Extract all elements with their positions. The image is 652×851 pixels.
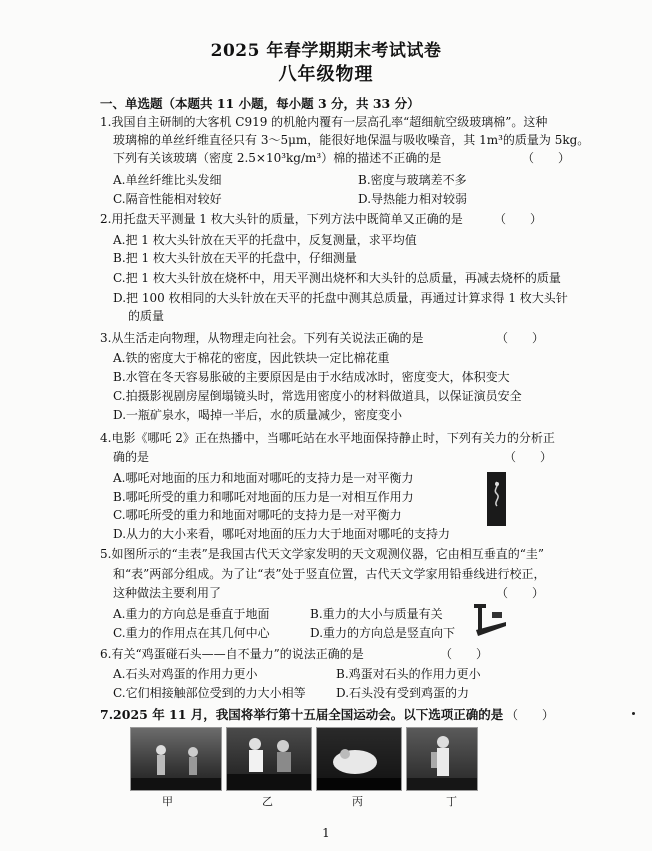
q7-photo-bing	[316, 727, 402, 791]
q2-option-c: C.把 1 枚大头针放在烧杯中，用天平测出烧杯和大头针的总质量，再减去烧杯的质量	[113, 271, 561, 285]
q4-option-d: D.从力的大小来看，哪吒对地面的压力大于地面对哪吒的支持力	[113, 527, 451, 541]
q6-option-a: A.石头对鸡蛋的作用力更小	[113, 667, 258, 681]
q1-stem-line-2: 玻璃棉的单丝纤维直径只有 3～5μm，能很好地保温与吸收噪音，其 1m³的质量为 5kg。	[113, 133, 590, 147]
q5-stem-line-2: 和“表”两部分组成。为了让“表”处于竖直位置，古代天文学家用铅垂线进行校正，	[113, 567, 546, 581]
q6-option-b: B.鸡蛋对石头的作用力更小	[336, 667, 481, 681]
q2-stem: 2.用托盘天平测量 1 枚大头针的质量，下列方法中既简单又正确的是	[100, 212, 463, 226]
q7-photo-ding	[406, 727, 478, 791]
q5-stem-line-1: 5.如图所示的“圭表”是我国古代天文学家发明的天文观测仪器，它由相互垂直的“圭”	[100, 547, 544, 561]
q6-stem: 6.有关“鸡蛋碰石头——自不量力”的说法正确的是	[100, 647, 364, 661]
q4-answer-paren: （ ）	[504, 450, 553, 464]
nezha-figure-image	[487, 472, 506, 526]
q4-option-c: C.哪吒所受的重力和地面对哪吒的支持力是一对平衡力	[113, 508, 402, 522]
q1-option-b: B.密度与玻璃差不多	[358, 173, 467, 187]
q7-photo-jia	[130, 727, 222, 791]
q6-answer-paren: （ ）	[440, 647, 489, 661]
page-number: 1	[322, 826, 330, 840]
scan-speck	[632, 712, 635, 715]
q3-option-b: B.水管在冬天容易胀破的主要原因是由于水结成冰时，密度变大，体积变大	[113, 370, 510, 384]
q5-option-c: C.重力的作用点在其几何中心	[113, 626, 270, 640]
q2-option-d-cont: 的质量	[128, 309, 165, 323]
q7-photo-label-ding: 丁	[446, 795, 457, 808]
q1-option-a: A.单丝纤维比头发细	[113, 173, 222, 187]
exam-title: 2025 年春学期期末考试试卷	[210, 41, 442, 61]
q2-answer-paren: （ ）	[494, 212, 543, 226]
q7-answer-paren: （ ）	[506, 708, 555, 722]
q5-option-a: A.重力的方向总是垂直于地面	[113, 607, 270, 621]
q1-option-c: C.隔音性能相对较好	[113, 192, 222, 206]
q3-option-c: C.拍摄影视剧房屋倒塌镜头时，常选用密度小的材料做道具，以保证演员安全	[113, 389, 522, 403]
q7-photo-label-jia: 甲	[162, 795, 173, 808]
q3-option-d: D.一瓶矿泉水，喝掉一半后，水的质量减少，密度变小	[113, 408, 403, 422]
q3-option-a: A.铁的密度大于棉花的密度，因此铁块一定比棉花重	[113, 351, 390, 365]
q1-option-d: D.导热能力相对较弱	[358, 192, 468, 206]
q7-photo-label-yi: 乙	[262, 795, 273, 808]
q2-option-a: A.把 1 枚大头针放在天平的托盘中，反复测量，求平均值	[113, 233, 417, 247]
q6-option-d: D.石头没有受到鸡蛋的力	[336, 686, 470, 700]
q4-stem-line-1: 4.电影《哪吒 2》正在热播中，当哪吒站在水平地面保持静止时，下列有关力的分析正	[100, 431, 555, 445]
q1-stem-line-1: 1.我国自主研制的大客机 C919 的机舱内覆有一层高孔率“超细航空级玻璃棉”。这种	[100, 115, 548, 129]
q5-option-b: B.重力的大小与质量有关	[310, 607, 443, 621]
q7-photo-yi	[226, 727, 312, 791]
q7-stem: 7.2025 年 11 月，我国将举行第十五届全国运动会。以下选项正确的是	[100, 707, 504, 722]
q1-stem-line-3: 下列有关该玻璃（密度 2.5×10³kg/m³）棉的描述不正确的是	[113, 151, 442, 165]
q2-option-d: D.把 100 枚相同的大头针放在天平的托盘中测其总质量，再通过计算求得 1 枚大头针	[113, 291, 568, 305]
section-heading: 一、单选题（本题共 11 小题，每小题 3 分，共 33 分）	[100, 96, 420, 111]
q1-answer-paren: （ ）	[522, 151, 571, 165]
guibiao-sundial-icon	[472, 600, 508, 638]
q4-stem-line-2: 确的是	[113, 450, 150, 464]
q5-answer-paren: （ ）	[496, 586, 545, 600]
q5-option-d: D.重力的方向总是竖直向下	[310, 626, 456, 640]
q4-option-a: A.哪吒对地面的压力和地面对哪吒的支持力是一对平衡力	[113, 471, 414, 485]
exam-subtitle: 八年级物理	[278, 64, 374, 85]
q3-stem: 3.从生活走向物理，从物理走向社会。下列有关说法正确的是	[100, 331, 424, 345]
q7-photo-label-bing: 丙	[352, 795, 363, 808]
q3-answer-paren: （ ）	[496, 331, 545, 345]
q4-option-b: B.哪吒所受的重力和哪吒对地面的压力是一对相互作用力	[113, 490, 414, 504]
q2-option-b: B.把 1 枚大头针放在天平的托盘中，仔细测量	[113, 251, 357, 265]
q5-stem-line-3: 这种做法主要利用了	[113, 586, 222, 600]
q6-option-c: C.它们相接触部位受到的力大小相等	[113, 686, 306, 700]
